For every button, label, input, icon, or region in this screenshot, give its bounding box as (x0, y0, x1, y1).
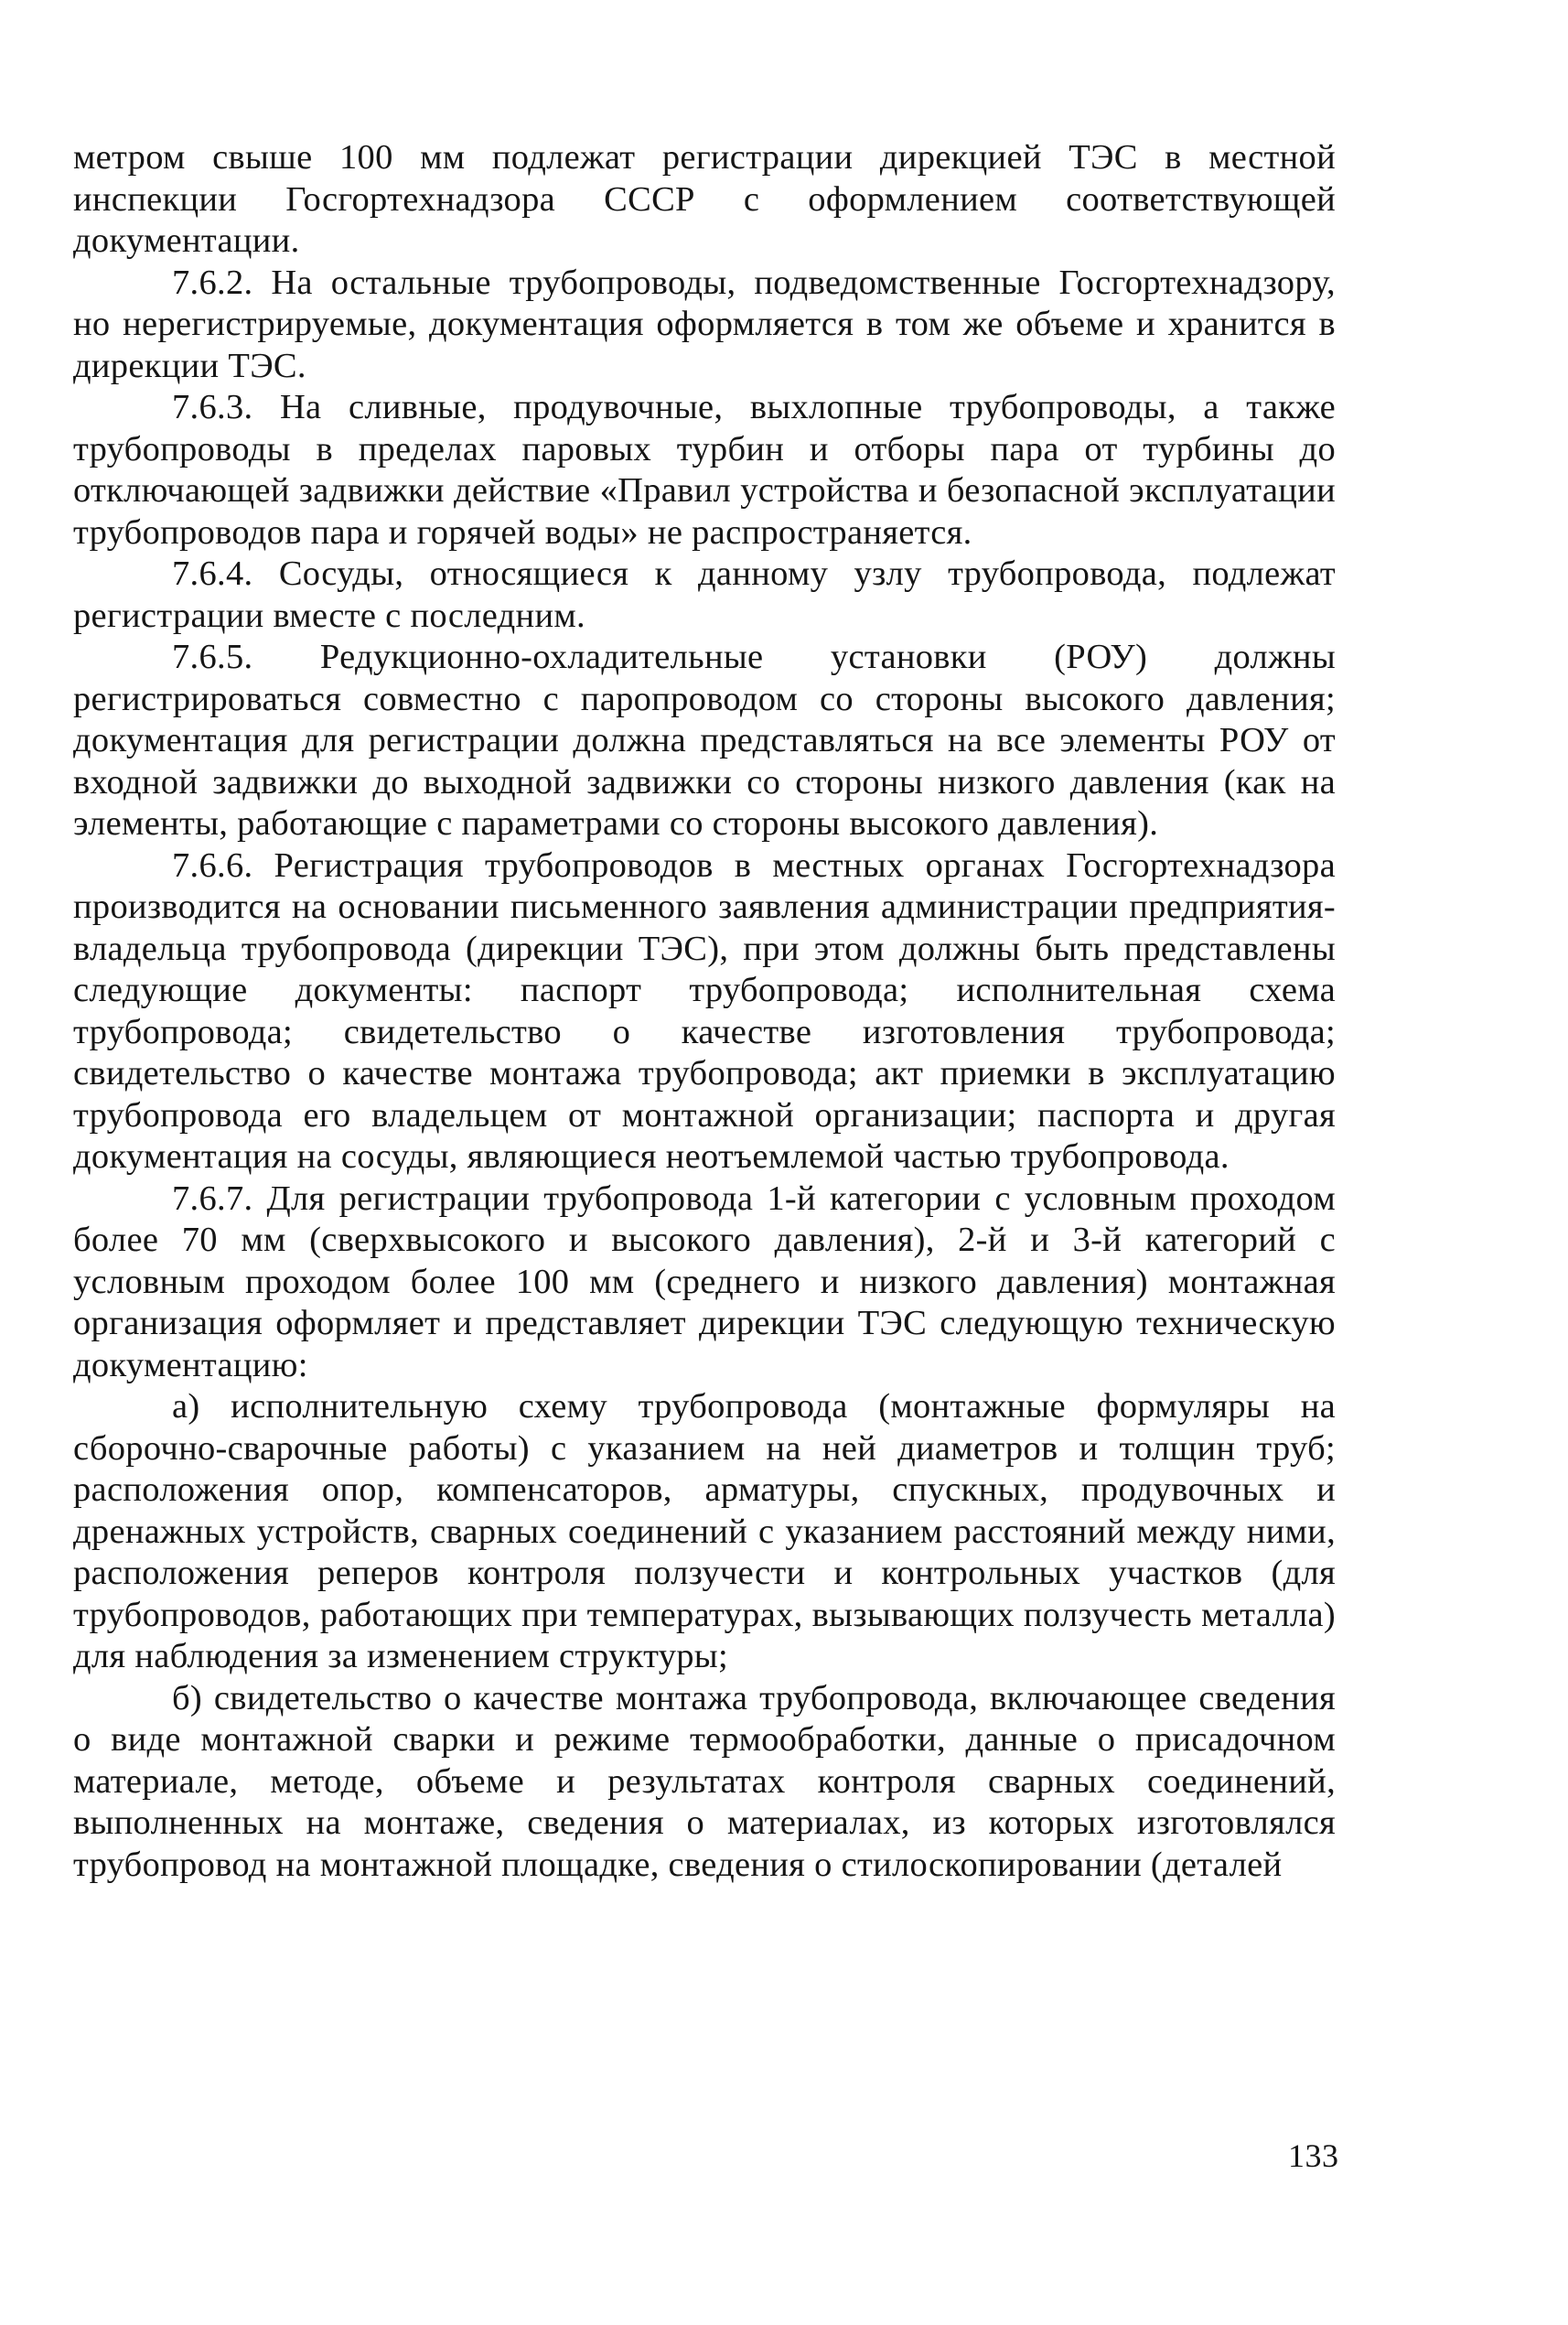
document-body (73, 137, 1336, 1886)
list-item-b: б) свидетельство о качестве монтажа трубопровода, включающее сведения о виде монтажной сварки и режиме термообработки, данные о присадочном материале, методе, объеме и результатах контроля сварных соединений, выполненных на монтаже, сведения о материалах, из которых изготовлялся трубопровод на монтажной площадке, сведения о стилоскопировании (деталей (73, 1678, 1336, 1884)
paragraph-7-6-5: 7.6.5. Редукционно-охладительные установки (РОУ) должны регистрироваться совместно с паропроводом со стороны высокого давления; документация для регистрации должна представляться на все элементы РОУ от входной задвижки до выходной задвижки со стороны низкого давления (как на элементы, работающие с параметрами со стороны высокого давления). (73, 638, 1336, 843)
paragraph-continuation: метром свыше 100 мм подлежат регистрации дирекцией ТЭС в местной инспекции Госгортехнадзора СССР с оформлением соответствующей документации. (73, 138, 1336, 260)
paragraph-7-6-4: 7.6.4. Сосуды, относящиеся к данному узлу трубопровода, подлежат регистрации вместе с последним. (73, 554, 1336, 635)
paragraph-7-6-3: 7.6.3. На сливные, продувочные, выхлопные трубопроводы, а также трубопроводы в пределах паровых турбин и отборы пара от турбины до отключающей задвижки действие «Правил устройства и безопасной эксплуатации трубопроводов пара и горячей воды» не распространяется. (73, 388, 1336, 552)
paragraph-7-6-6: 7.6.6. Регистрация трубопроводов в местных органах Госгортехнадзора производится на основании письменного заявления администрации предприятия-владельца трубопровода (дирекции ТЭС), при этом должны быть представлены следующие документы: паспорт трубопровода; исполнительная схема трубопровода; свидетельство о качестве изготовления трубопровода; свидетельство о качестве монтажа трубопровода; акт приемки в эксплуатацию трубопровода его владельцем от монтажной организации; паспорта и другая документация на сосуды, являющиеся неотъемлемой частью трубопровода. (73, 845, 1336, 1176)
list-item-a: а) исполнительную схему трубопровода (монтажные формуляры на сборочно-сварочные работы) с указанием на ней диаметров и толщин труб; расположения опор, компенсаторов, арматуры, спускных, продувочных и дренажных устройств, сварных соединений с указанием расстояний между ними, расположения реперов контроля ползучести и контрольных участков (для трубопроводов, работающих при температурах, вызывающих ползучесть металла) для наблюдения за изменением структуры; (73, 1387, 1336, 1675)
page-number: 133 (1288, 2137, 1339, 2174)
paragraph-7-6-2: 7.6.2. На остальные трубопроводы, подведомственные Госгортехнадзору, но нерегистрируемые, документация оформляется в том же объеме и хранится в дирекции ТЭС. (73, 263, 1336, 385)
paragraph-7-6-7: 7.6.7. Для регистрации трубопровода 1-й категории с условным проходом более 70 мм (сверхвысокого и высокого давления), 2-й и 3-й категорий с условным проходом более 100 мм (среднего и низкого давления) монтажная организация оформляет и представляет дирекции ТЭС следующую техническую документацию: (73, 1179, 1336, 1384)
